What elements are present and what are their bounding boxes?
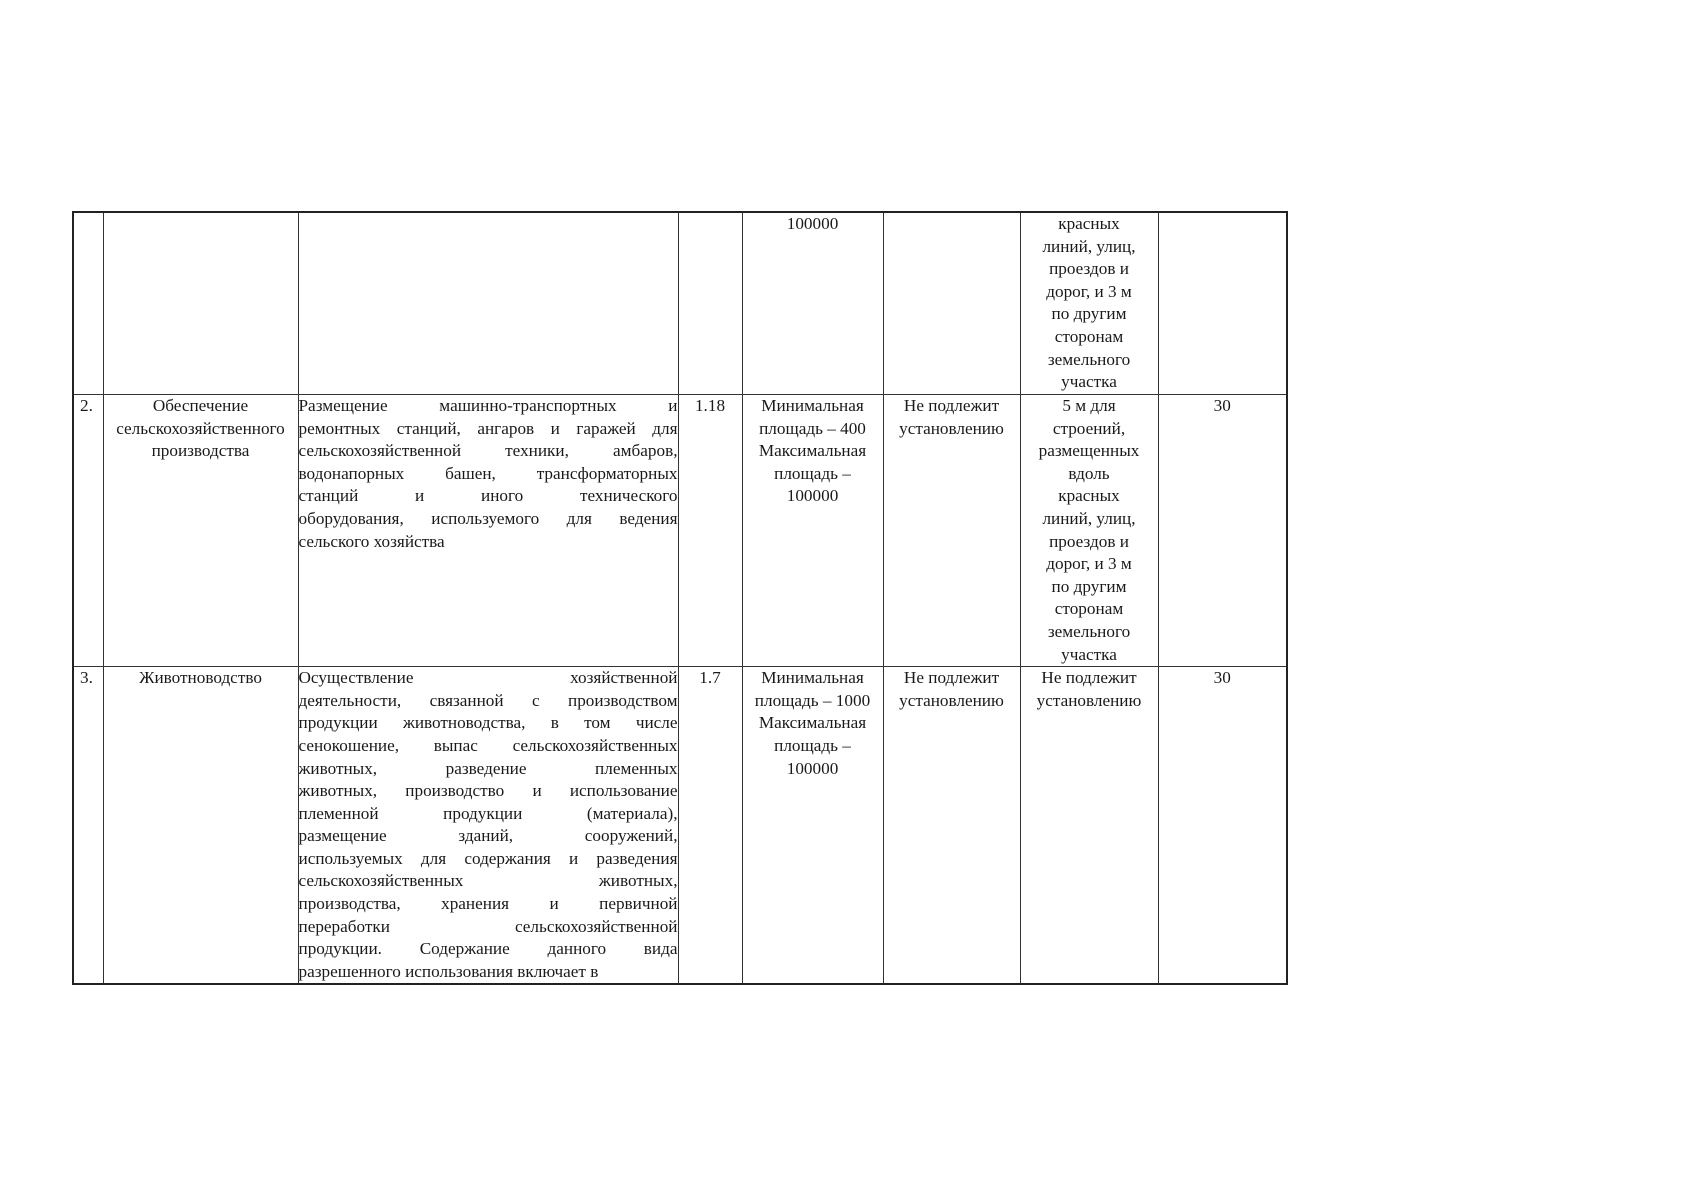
setback-cell (1020, 212, 1158, 395)
table-row (73, 667, 1287, 985)
coverage-cell (1158, 395, 1287, 667)
use-name-cell (103, 212, 298, 395)
plot-area-cell (742, 212, 883, 395)
code-cell (678, 395, 742, 667)
text-line: линий, улиц, (1042, 508, 1136, 528)
text-line: проездов и (1049, 531, 1129, 551)
max-height-cell (883, 395, 1020, 667)
text-line: Минимальная (761, 668, 864, 688)
text-line: Не подлежит (903, 396, 1000, 415)
row-number-cell (73, 667, 103, 985)
row-number: 2. (80, 396, 93, 415)
use-name-cell (103, 395, 298, 667)
text-line: сторонам (1054, 326, 1124, 346)
coverage-cell (1158, 667, 1287, 985)
text-line: сельскохозяйственных животных, (298, 871, 678, 891)
text-line: по другим (1051, 576, 1127, 596)
text-line: дорог, и 3 м (1046, 281, 1132, 301)
row-number: 3. (80, 668, 93, 688)
text-line: установлению (899, 690, 1004, 710)
land-use-table (72, 211, 1288, 985)
text-line: станций и иного технического (298, 486, 678, 506)
text-line: сельскохозяйственной техники, амбаров, (298, 441, 678, 461)
text-line: животных, производство и использование (298, 781, 678, 801)
text-line: Минимальная (761, 396, 864, 415)
use-code: 1.7 (699, 668, 721, 688)
text-line: Не подлежит (1041, 668, 1137, 688)
text-line: разрешенного использования включает в (298, 961, 599, 981)
text-line: Животноводство (139, 668, 262, 688)
text-line: сторонам (1054, 599, 1124, 619)
text-line: племенной продукции (материала), (298, 803, 678, 823)
code-cell (678, 667, 742, 985)
text-line: используемых для содержания и разведения (298, 848, 678, 868)
text-line: 100000 (786, 758, 839, 778)
text-line: деятельности, связанной с производством (298, 690, 678, 710)
text-line: размещение зданий, сооружений, (298, 826, 678, 846)
text-line: площадь – (774, 735, 851, 755)
text-line: 5 м для (1062, 396, 1116, 415)
text-line: продукции животноводства, в том числе (298, 713, 678, 733)
use-code: 1.18 (694, 396, 726, 415)
text-line: животных, разведение племенных (298, 758, 678, 778)
text-line: размещенных (1038, 441, 1140, 461)
text-line: установлению (899, 418, 1004, 438)
row-number-cell (73, 212, 103, 395)
setback-cell (1020, 395, 1158, 667)
text-line: ремонтных станций, ангаров и гаражей для (298, 418, 678, 438)
table-row (73, 212, 1287, 395)
text-line: земельного (1047, 349, 1131, 369)
row-number-cell (73, 395, 103, 667)
text-line: вдоль (1068, 463, 1110, 483)
text-line: площадь – (774, 463, 851, 483)
text-line: Не подлежит (903, 668, 1000, 688)
plot-area-cell (742, 395, 883, 667)
plot-area-cell (742, 667, 883, 985)
description-cell (298, 212, 678, 395)
text-line: линий, улиц, (1042, 236, 1136, 256)
text-line: строений, (1052, 418, 1126, 438)
text-line: по другим (1051, 304, 1127, 324)
text-line: водонапорных башен, трансформаторных (298, 463, 678, 483)
text-line: красных (1058, 486, 1120, 506)
text-line: участка (1061, 644, 1117, 664)
text-line: сельского хозяйства (298, 531, 445, 551)
setback-cell (1020, 667, 1158, 985)
text-line: 100000 (786, 214, 839, 233)
text-line: площадь – 1000 (754, 690, 871, 710)
text-line: земельного (1047, 621, 1131, 641)
text-line: красных (1058, 214, 1120, 233)
text-line: проездов и (1049, 259, 1129, 279)
text-line: 100000 (786, 486, 839, 506)
text-line: Осуществление хозяйственной (298, 668, 678, 688)
text-line: Максимальная (758, 713, 867, 733)
code-cell (678, 212, 742, 395)
text-line: оборудования, используемого для ведения (298, 508, 678, 528)
text-line: участка (1061, 372, 1117, 392)
coverage-percent: 30 (1213, 396, 1231, 415)
text-line: Обеспечение (152, 396, 249, 415)
coverage-percent: 30 (1213, 668, 1231, 688)
use-name-cell (103, 667, 298, 985)
text-line: Максимальная (758, 441, 867, 461)
text-line: переработки сельскохозяйственной (298, 916, 678, 936)
text-line: дорог, и 3 м (1046, 554, 1132, 574)
text-line: производства, хранения и первичной (298, 894, 678, 914)
max-height-cell (883, 667, 1020, 985)
text-line: сельскохозяйственного (116, 418, 285, 438)
text-line: площадь – 400 (759, 418, 866, 438)
table-row (73, 395, 1287, 667)
max-height-cell (883, 212, 1020, 395)
text-line: производства (151, 441, 250, 461)
text-line: продукции. Содержание данного вида (298, 939, 678, 959)
text-line: установлению (1036, 690, 1142, 710)
text-line: сенокошение, выпас сельскохозяйственных (298, 735, 678, 755)
text-line: Размещение машинно-транспортных и (298, 396, 678, 415)
description-cell (298, 395, 678, 667)
description-cell (298, 667, 678, 985)
coverage-cell (1158, 212, 1287, 395)
